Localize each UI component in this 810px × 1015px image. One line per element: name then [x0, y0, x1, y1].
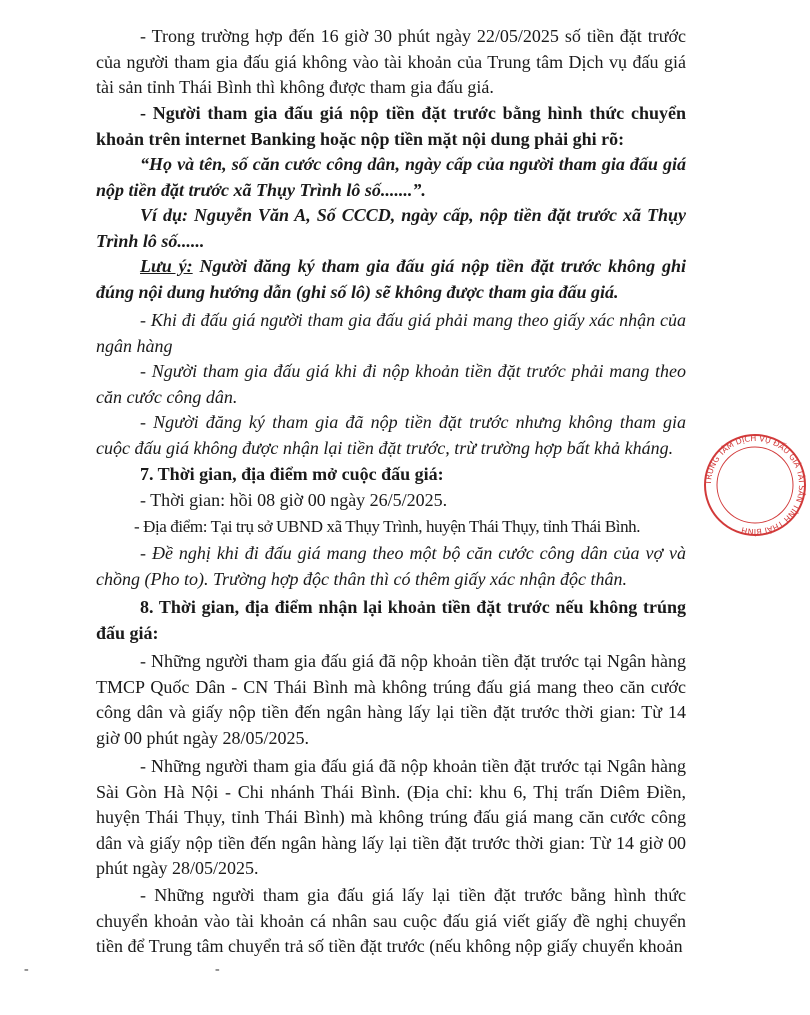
- red-stamp: [700, 430, 810, 540]
- scan-mark-left: -: [24, 962, 29, 977]
- paragraph-id-card: - Người tham gia đấu giá khi đi nộp khoản tiền đặt trước phải mang theo căn cước công dân.: [96, 361, 686, 407]
- paragraph-note: [96, 254, 686, 305]
- paragraph-refund-transfer: - Những người tham gia đấu giá lấy lại tiền đặt trước bằng hình thức chuyển khoản vào tài khoản cá nhân sau cuộc đấu giá viết giấy đề nghị chuyển tiền để Trung tâm chuyển trả số tiền đặt trước (nếu không nộp giấy chuyển khoản: [96, 885, 686, 956]
- scan-mark-right: -: [215, 962, 220, 977]
- paragraph-auction-time: - Thời gian: hồi 08 giờ 00 ngày 26/5/2025.: [140, 490, 448, 510]
- heading-section-7: 7. Thời gian, địa điểm mở cuộc đấu giá:: [140, 464, 444, 484]
- paragraph-example: Ví dụ: Nguyễn Văn A, Số CCCD, ngày cấp, nộp tiền đặt trước xã Thụy Trình lô số......: [96, 205, 686, 251]
- paragraph-refund-ncb: - Những người tham gia đấu giá đã nộp khoản tiền đặt trước tại Ngân hàng TMCP Quốc Dân - CN Thái Bình mà không trúng đấu giá mang theo căn cước công dân và giấy nộp tiền đến ngân hàng lấy lại tiền đặt trước thời gian: Từ 14 giờ 00 phút ngày 28/05/2025.: [96, 651, 686, 748]
- paragraph-transfer-content: - Người tham gia đấu giá nộp tiền đặt trước bằng hình thức chuyển khoản trên internet Banking hoặc nộp tiền mặt nội dung phải ghi rõ:: [96, 103, 686, 149]
- paragraph-refund-shb: - Những người tham gia đấu giá đã nộp khoản tiền đặt trước tại Ngân hàng Sài Gòn Hà Nội - Chi nhánh Thái Bình. (Địa chỉ: khu 6, Thị trấn Diêm Điền, huyện Thái Thụy, tỉnh Thái Bình) mà không trúng đấu giá mang căn cước công dân và giấy nộp tiền đến ngân hàng lấy lại tiền đặt trước thời gian: Từ 14 giờ 00 phút ngày 28/05/2025.: [96, 756, 686, 878]
- paragraph-bring-id: - Đề nghị khi đi đấu giá mang theo một bộ căn cước công dân của vợ và chồng (Pho to). Trường hợp độc thân thì có thêm giấy xác nhận độc thân.: [96, 543, 686, 589]
- paragraph-auction-location: - Địa điểm: Tại trụ sở UBND xã Thụy Trình, huyện Thái Thụy, tỉnh Thái Bình.: [134, 517, 641, 536]
- stamp-text: TRUNG TÂM DỊCH VỤ ĐẤU GIÁ TÀI SẢN TỈNH THÁI BÌNH: [703, 433, 807, 537]
- stamp-inner-ring: [717, 447, 793, 523]
- paragraph-bank-confirmation: - Khi đi đấu giá người tham gia đấu giá phải mang theo giấy xác nhận của ngân hàng: [96, 310, 686, 356]
- paragraph-deposit-deadline: - Trong trường hợp đến 16 giờ 30 phút ngày 22/05/2025 số tiền đặt trước của người tham gia đấu giá không vào tài khoản của Trung tâm Dịch vụ đấu giá tài sản tỉnh Thái Bình thì không được tham gia đấu giá.: [96, 26, 686, 97]
- heading-section-8: 8. Thời gian, địa điểm nhận lại khoản tiền đặt trước nếu không trúng đấu giá:: [96, 597, 686, 643]
- paragraph-transfer-template: “Họ và tên, số căn cước công dân, ngày cấp của người tham gia đấu giá nộp tiền đặt trước xã Thụy Trình lô số.......”.: [96, 154, 686, 200]
- paragraph-no-refund: - Người đăng ký tham gia đã nộp tiền đặt trước nhưng không tham gia cuộc đấu giá không được nhận lại tiền đặt trước, trừ trường hợp bất khả kháng.: [96, 412, 686, 458]
- note-text: Người đăng ký tham gia đấu giá nộp tiền đặt trước không ghi đúng nội dung hướng dẫn (ghi số lô) sẽ không được tham gia đấu giá.: [96, 256, 686, 302]
- note-label: Lưu ý:: [140, 256, 193, 276]
